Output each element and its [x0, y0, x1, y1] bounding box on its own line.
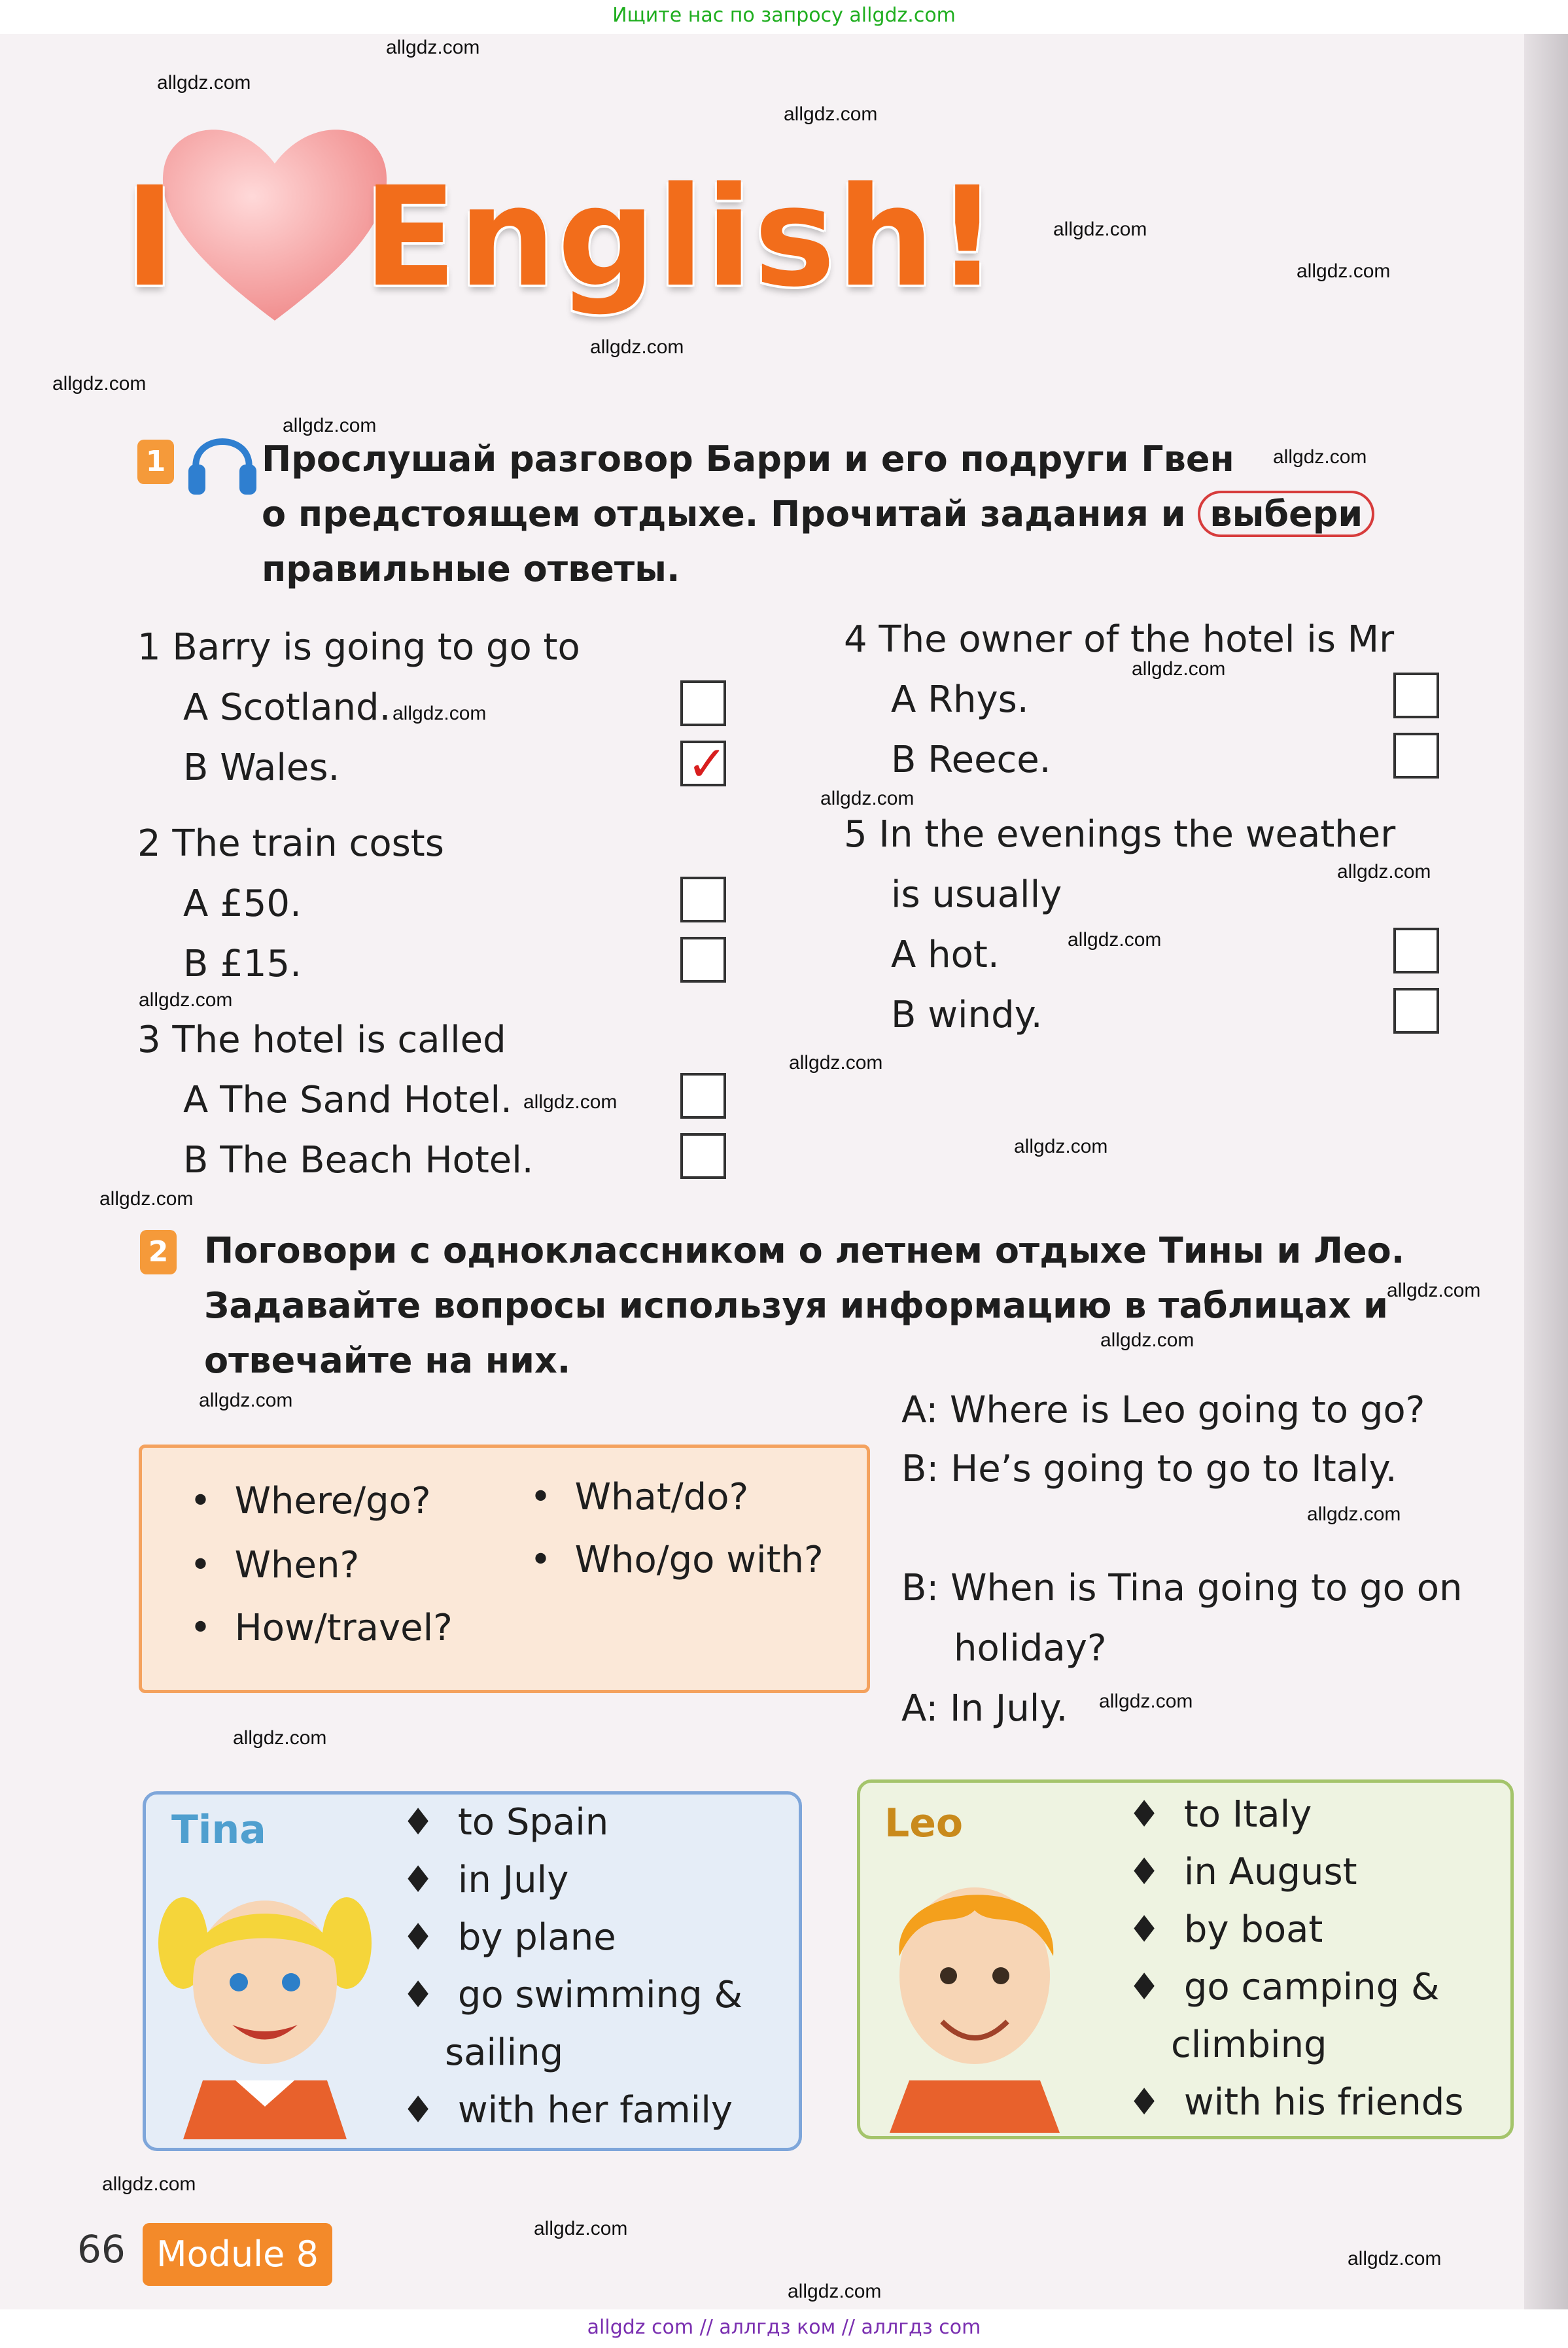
exercise-1-instruction-line3: правильные ответы. [262, 548, 680, 589]
leo-name: Leo [884, 1800, 964, 1846]
diamond-bullet-icon: ♦ [1128, 1793, 1161, 1836]
q5-option-a: A hot. [891, 934, 1000, 976]
exercise-2-number: 2 [140, 1230, 177, 1274]
diamond-bullet-icon: ♦ [1128, 2081, 1161, 2124]
tina-item-text: in July [457, 1859, 569, 1901]
check-mark-icon: ✓ [687, 736, 728, 792]
dialog-line: B: When is Tina going to go on [901, 1567, 1463, 1609]
question-3: 3 The hotel is called [137, 1019, 506, 1061]
q3-option-b: B The Beach Hotel. [183, 1139, 534, 1182]
prompt-text: What/do? [574, 1476, 749, 1518]
bullet-dot-icon: • [190, 1607, 212, 1649]
watermark: allgdz.com [233, 1727, 327, 1749]
page-edge-shadow [1524, 34, 1568, 2309]
diamond-bullet-icon: ♦ [1128, 1966, 1161, 2008]
prompt-item [190, 1607, 453, 1649]
watermark: allgdz.com [1297, 260, 1391, 282]
watermark: allgdz.com [1273, 446, 1367, 468]
watermark: allgdz.com [1068, 929, 1162, 951]
diamond-bullet-icon: ♦ [402, 2089, 435, 2131]
q3-checkbox-a[interactable] [680, 1073, 726, 1119]
bullet-dot-icon: • [190, 1544, 212, 1586]
q2-checkbox-b[interactable] [680, 937, 726, 983]
watermark: allgdz.com [1337, 861, 1431, 883]
diamond-bullet-icon: ♦ [402, 1916, 435, 1959]
q1-checkbox-a[interactable] [680, 680, 726, 726]
watermark: allgdz.com [1307, 1503, 1401, 1525]
q3-checkbox-b[interactable] [680, 1133, 726, 1179]
tina-info-list [402, 1794, 742, 2139]
prompt-text: When? [234, 1544, 360, 1586]
prompt-item [190, 1480, 431, 1522]
q4-option-b: B Reece. [891, 739, 1051, 781]
module-badge: Module 8 [143, 2223, 332, 2286]
exercise-1-number: 1 [137, 440, 174, 484]
watermark: allgdz.com [789, 1052, 883, 1074]
tina-item [402, 1851, 742, 1909]
exercise-2-instruction-line1: Поговори с одноклассником о летнем отдыхе Тины и Лео. [204, 1230, 1405, 1271]
tina-item-text: with her family [457, 2089, 733, 2131]
heart-icon [157, 111, 392, 327]
diamond-bullet-icon: ♦ [402, 1801, 435, 1844]
prompt-item [530, 1476, 748, 1518]
watermark: allgdz.com [784, 103, 878, 125]
diamond-bullet-icon: ♦ [1128, 1908, 1161, 1951]
leo-item [1128, 2074, 1463, 2131]
watermark: allgdz.com [386, 37, 480, 58]
tina-avatar [157, 1884, 373, 2139]
diamond-bullet-icon: ♦ [1128, 1851, 1161, 1893]
question-1: 1 Barry is going to go to [137, 626, 580, 669]
q1-option-a: A Scotland. [183, 686, 391, 729]
prompt-item [530, 1539, 824, 1581]
q1-option-b: B Wales. [183, 746, 340, 789]
watermark: allgdz.com [283, 415, 377, 436]
question-4: 4 The owner of the hotel is Mr [844, 618, 1395, 661]
leo-item-continued: climbing [1171, 2024, 1327, 2066]
prompt-text: How/travel? [234, 1607, 453, 1649]
q4-checkbox-b[interactable] [1393, 733, 1439, 779]
q5-option-b: B windy. [891, 994, 1043, 1036]
watermark: allgdz.com [1132, 658, 1226, 680]
prompt-item [190, 1544, 359, 1586]
question-5-line2: is usually [891, 873, 1062, 916]
exercise-1-instruction-line2 [262, 487, 1374, 542]
question-5: 5 In the evenings the weather [844, 813, 1396, 856]
watermark: allgdz.com [534, 2218, 628, 2239]
q2-checkbox-a[interactable] [680, 877, 726, 922]
leo-item-text: to Italy [1183, 1793, 1312, 1836]
leo-item-text: go camping & [1183, 1966, 1440, 2008]
tina-item [402, 1794, 742, 1851]
leo-avatar [863, 1865, 1086, 2133]
page-number: 66 [77, 2227, 126, 2271]
watermark: allgdz.com [590, 336, 684, 358]
diamond-bullet-icon: ♦ [402, 1974, 435, 2016]
q2-option-b: B £15. [183, 943, 302, 985]
leo-item-text: with his friends [1183, 2081, 1464, 2124]
question-2: 2 The train costs [137, 822, 444, 865]
bullet-dot-icon: • [530, 1539, 552, 1581]
watermark: allgdz.com [1014, 1136, 1108, 1157]
tina-item [402, 1967, 742, 2024]
leo-item [1128, 1901, 1463, 1959]
dialog-line: A: Where is Leo going to go? [901, 1389, 1425, 1431]
watermark: allgdz.com [820, 788, 915, 809]
title-letter-i: I [124, 157, 176, 317]
watermark: allgdz.com [52, 373, 147, 394]
watermark: allgdz.com [523, 1091, 618, 1113]
watermark: allgdz.com [199, 1390, 293, 1411]
tina-item-text: go swimming & [457, 1974, 743, 2016]
watermark: allgdz.com [1387, 1280, 1481, 1301]
tina-item-text: by plane [457, 1916, 616, 1959]
title-english: English! [363, 157, 1000, 317]
exercise-2-instruction-line3: отвечайте на них. [204, 1340, 571, 1381]
leo-item-text: by boat [1183, 1908, 1323, 1951]
leo-item [1128, 1844, 1463, 1901]
leo-item [1128, 1786, 1463, 1844]
circled-word: выбери [1198, 491, 1374, 537]
q4-option-a: A Rhys. [891, 678, 1029, 721]
bullet-dot-icon: • [190, 1480, 212, 1522]
tina-item [402, 1909, 742, 1967]
watermark: allgdz.com [1100, 1329, 1194, 1351]
q5-checkbox-b[interactable] [1393, 988, 1439, 1034]
exercise-2-instruction-line2: Задавайте вопросы используя информацию в таблицах и [204, 1285, 1388, 1326]
watermark: allgdz.com [139, 989, 233, 1011]
q3-option-a: A The Sand Hotel. [183, 1079, 512, 1121]
watermark: allgdz.com [102, 2173, 196, 2195]
watermark: allgdz.com [1099, 1691, 1193, 1712]
tina-item [402, 2082, 742, 2139]
tina-name: Tina [171, 1807, 266, 1853]
watermark: allgdz.com [1053, 219, 1147, 240]
leo-item-text: in August [1183, 1851, 1357, 1893]
leo-item [1128, 1959, 1463, 2016]
watermark: allgdz.com [392, 703, 487, 724]
tina-item-text: to Spain [457, 1801, 609, 1844]
q2-option-a: A £50. [183, 883, 302, 925]
dialog-line: A: In July. [901, 1687, 1068, 1730]
q5-checkbox-a[interactable] [1393, 928, 1439, 973]
watermark: allgdz.com [788, 2281, 882, 2302]
watermark: allgdz.com [1348, 2248, 1442, 2269]
diamond-bullet-icon: ♦ [402, 1859, 435, 1901]
watermark: allgdz.com [99, 1188, 194, 1210]
q1-checkbox-b[interactable] [680, 736, 728, 792]
headphones-icon [183, 412, 262, 504]
dialog-line: B: He’s going to go to Italy. [901, 1448, 1397, 1490]
watermark: allgdz.com [157, 72, 251, 94]
leo-info-list [1128, 1786, 1463, 2131]
top-banner-text[interactable]: Ищите нас по запросу allgdz.com [612, 4, 956, 27]
prompt-text: Who/go with? [574, 1539, 824, 1581]
exercise-1-instruction-line1: Прослушай разговор Барри и его подруги Гвен [262, 438, 1234, 480]
prompt-text: Where/go? [234, 1480, 431, 1522]
bullet-dot-icon: • [530, 1476, 552, 1518]
bottom-banner-text[interactable]: allgdz com // аллгдз ком // аллгдз com [587, 2316, 981, 2339]
dialog-line: holiday? [954, 1627, 1107, 1670]
q4-checkbox-a[interactable] [1393, 673, 1439, 718]
tina-item-continued: sailing [445, 2031, 564, 2074]
instruction-text: о предстоящем отдыхе. Прочитай задания и [262, 493, 1186, 534]
